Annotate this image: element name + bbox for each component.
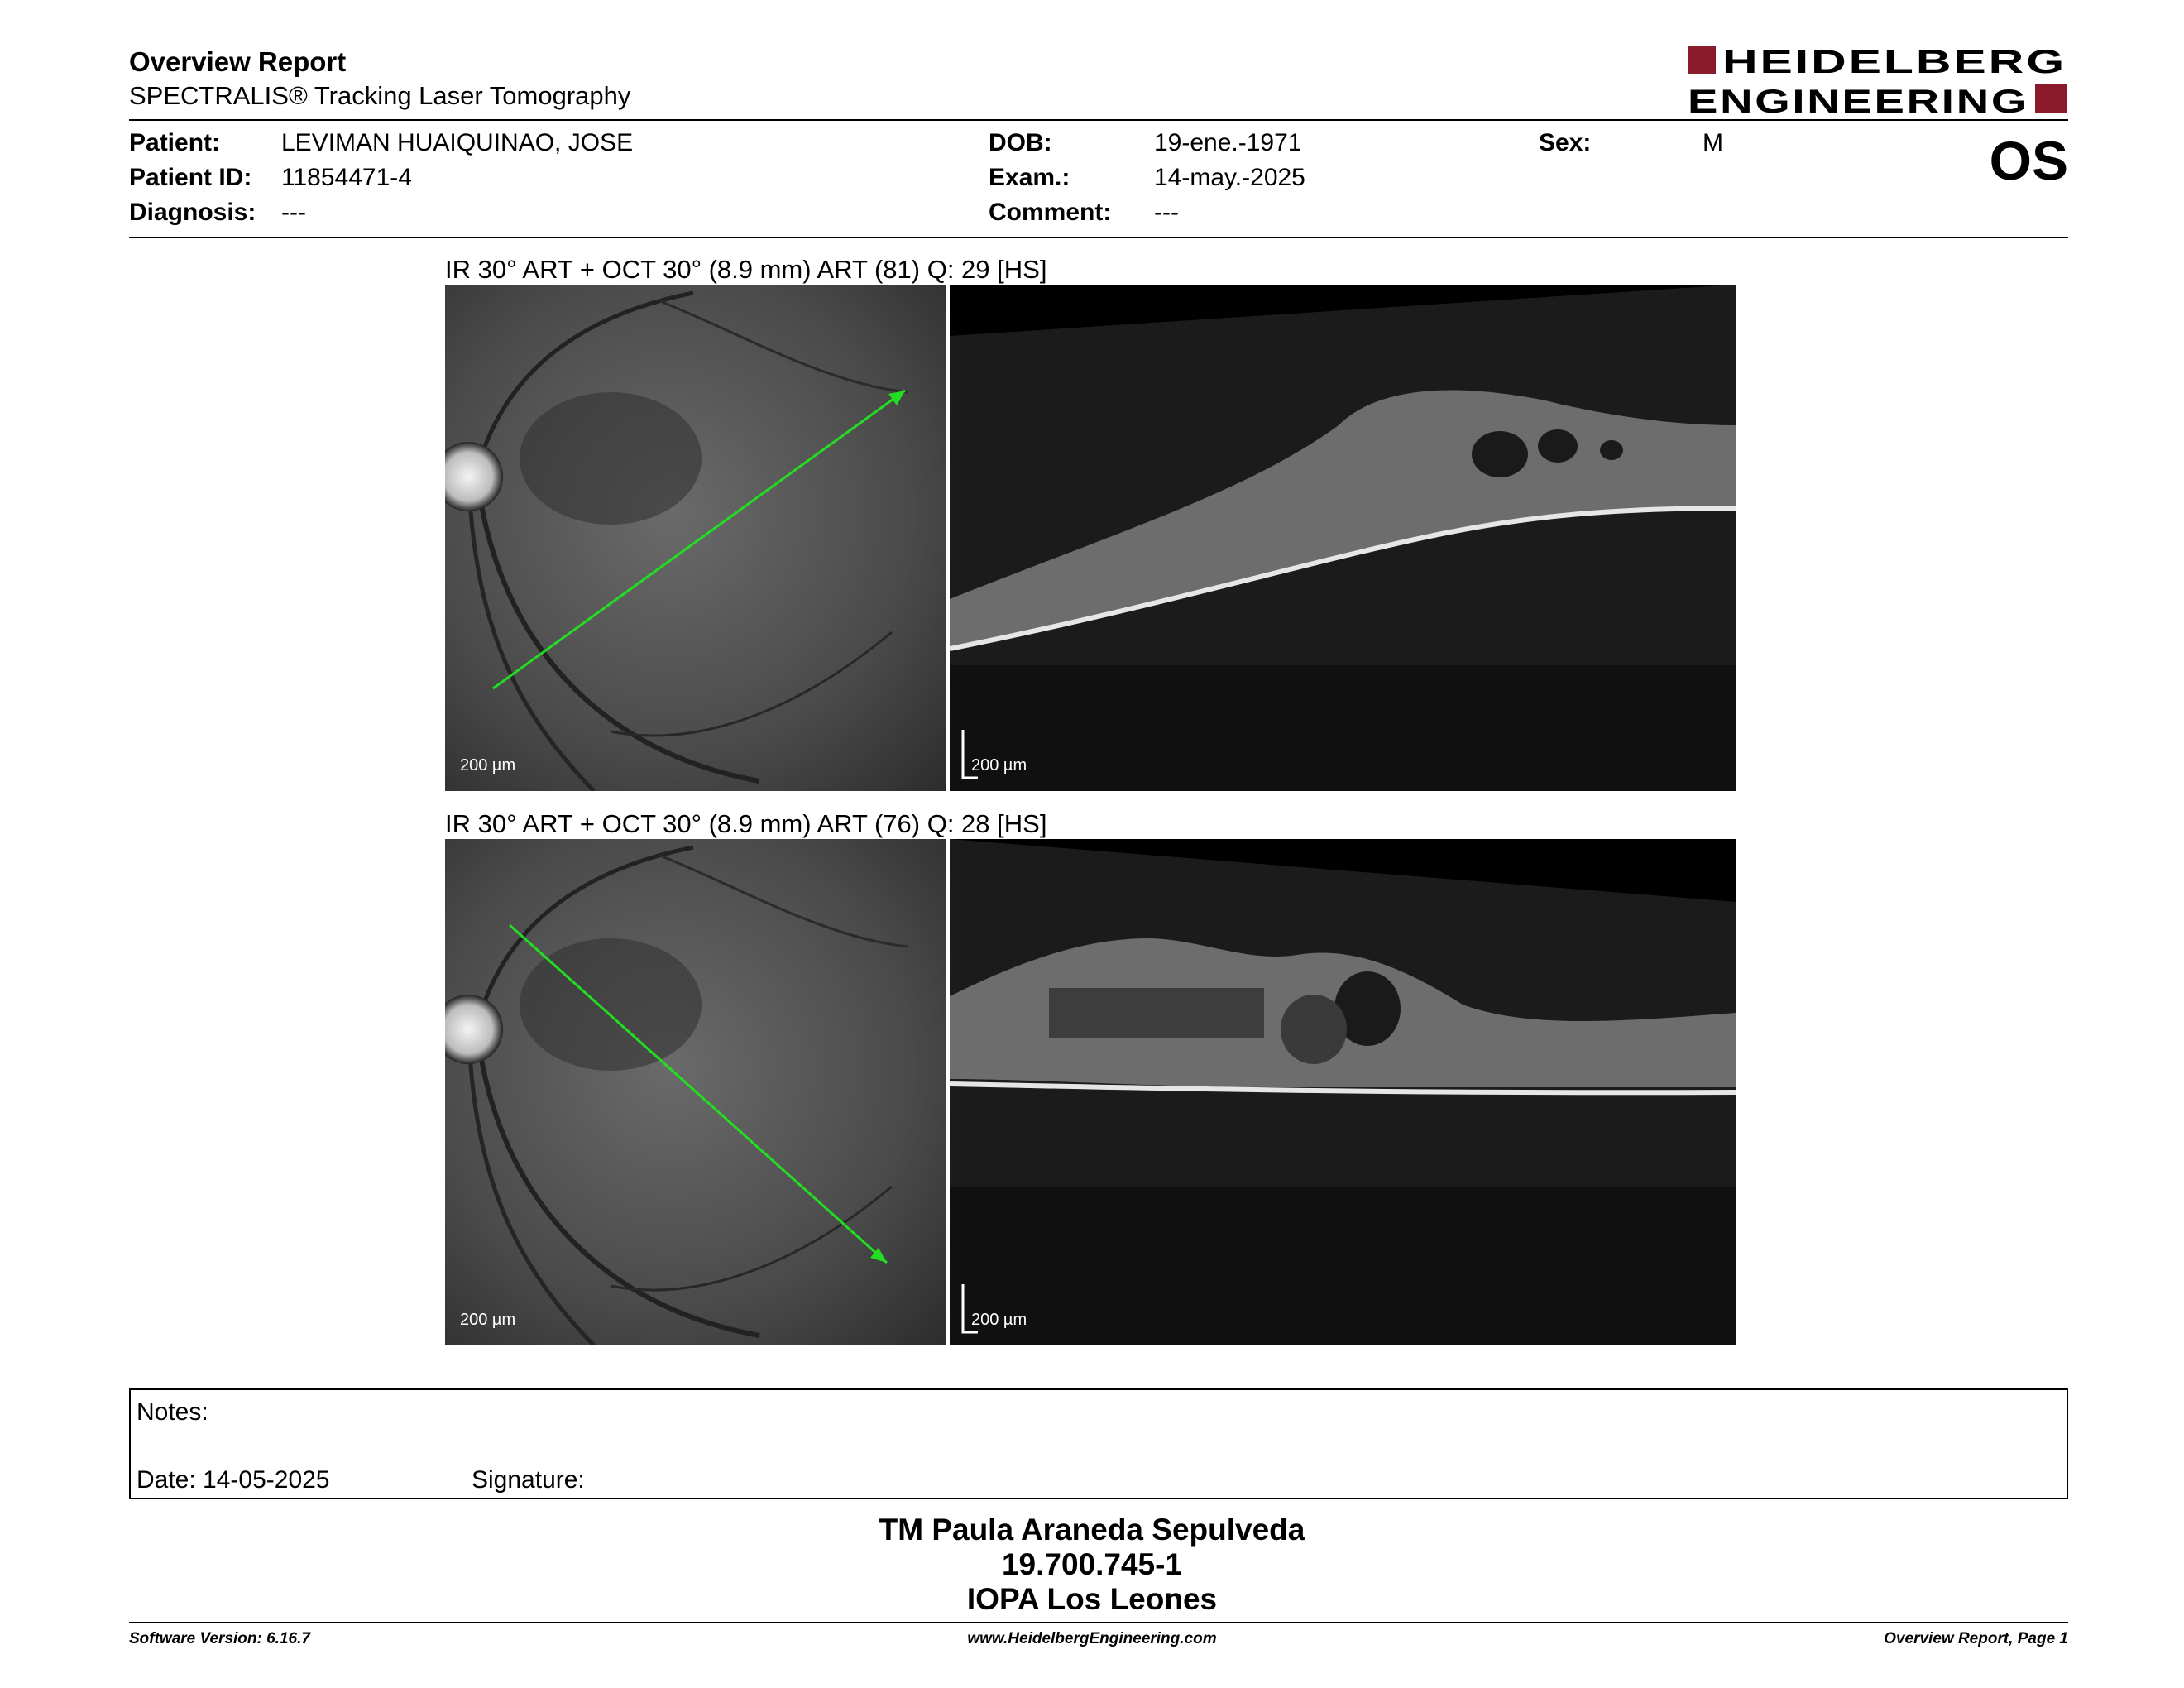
scan-title-2: IR 30° ART + OCT 30° (8.9 mm) ART (76) Q: 28 [HS] bbox=[445, 809, 1047, 838]
exam-date: 14-may.-2025 bbox=[1154, 164, 1305, 191]
dob-label: DOB: bbox=[989, 129, 1052, 156]
oct-scale-label-1: 200 µm bbox=[971, 756, 1027, 774]
ir-scale-label-2: 200 µm bbox=[460, 1311, 516, 1329]
brand-line2: ENGINEERING bbox=[1688, 84, 2028, 117]
patient-id: 11854471-4 bbox=[281, 164, 412, 191]
brand-line1: HEIDELBERG bbox=[1722, 44, 2067, 80]
patient-label: Patient: bbox=[129, 129, 221, 156]
comment-label: Comment: bbox=[989, 199, 1112, 226]
patient-name: LEVIMAN HUAIQUINAO, JOSE bbox=[281, 129, 634, 156]
oct-bscan-image-1 bbox=[950, 285, 1736, 791]
signatory-org: IOPA Los Leones bbox=[966, 1582, 1218, 1616]
diagnosis-label: Diagnosis: bbox=[129, 199, 256, 226]
signature-label: Signature: bbox=[472, 1466, 585, 1494]
ir-fundus-image-2 bbox=[445, 839, 946, 1345]
footer-divider bbox=[129, 1622, 2068, 1623]
notes-label: Notes: bbox=[136, 1398, 208, 1426]
patient-id-label: Patient ID: bbox=[129, 164, 252, 191]
ir-scale-label-1: 200 µm bbox=[460, 756, 516, 774]
exam-label: Exam.: bbox=[989, 164, 1070, 191]
scan-title-1: IR 30° ART + OCT 30° (8.9 mm) ART (81) Q: 29 [HS] bbox=[445, 255, 1047, 284]
report-title: Overview Report bbox=[129, 46, 347, 77]
oct-scale-label-2: 200 µm bbox=[971, 1311, 1027, 1329]
heidelberg-logo bbox=[1688, 43, 2068, 117]
notes-date: Date: 14-05-2025 bbox=[136, 1466, 330, 1494]
software-version: Software Version: 6.16.7 bbox=[129, 1630, 310, 1647]
info-divider bbox=[129, 237, 2068, 238]
eye-indicator: OS bbox=[1989, 130, 2068, 191]
diagnosis-value: --- bbox=[281, 199, 306, 226]
signatory-id: 19.700.745-1 bbox=[1001, 1547, 1183, 1581]
sex-label: Sex: bbox=[1539, 129, 1592, 156]
sex-value: M bbox=[1703, 129, 1723, 156]
signatory-name: TM Paula Araneda Sepulveda bbox=[879, 1513, 1305, 1547]
website-link[interactable]: www.HeidelbergEngineering.com bbox=[967, 1630, 1217, 1647]
page-number: Overview Report, Page 1 bbox=[1884, 1630, 2068, 1647]
dob-value: 19-ene.-1971 bbox=[1154, 129, 1302, 156]
comment-value: --- bbox=[1154, 199, 1179, 226]
header-divider bbox=[129, 119, 2068, 121]
notes-box[interactable] bbox=[129, 1388, 2068, 1499]
report-subtitle: SPECTRALIS® Tracking Laser Tomography bbox=[129, 81, 631, 110]
oct-bscan-image-2 bbox=[950, 839, 1736, 1345]
ir-fundus-image-1 bbox=[445, 285, 946, 791]
